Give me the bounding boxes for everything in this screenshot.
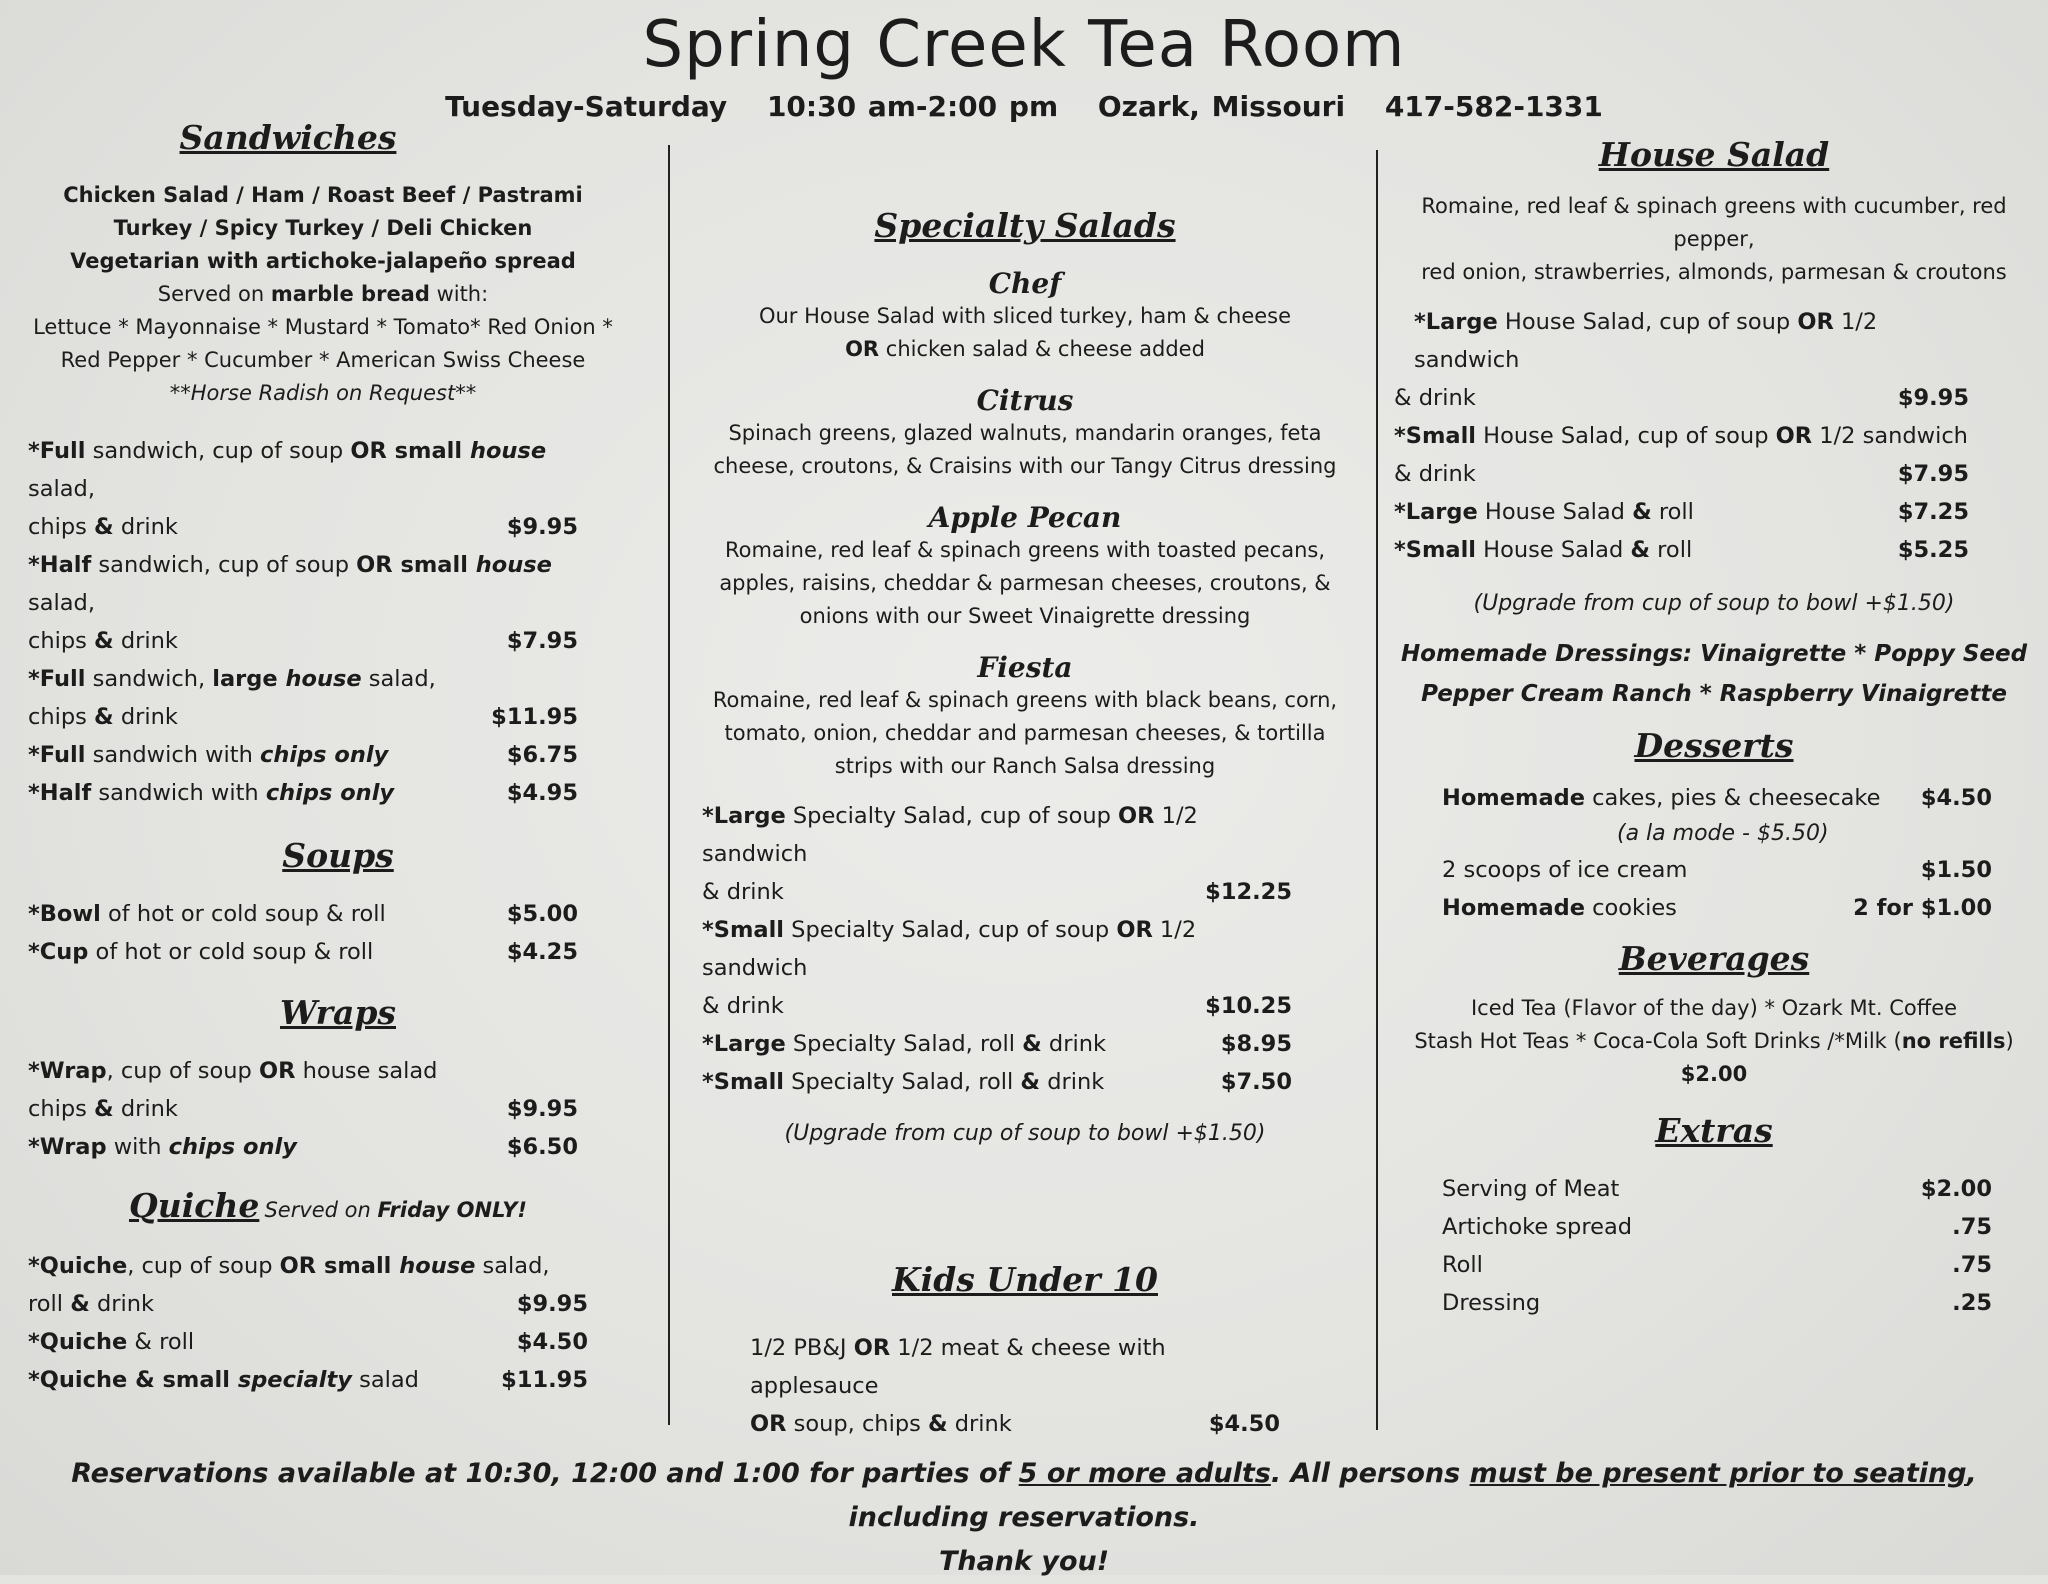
column-divider-right	[1376, 150, 1378, 1430]
dessert-items: Homemade cakes, pies & cheesecake $4.50 (a la mode - $5.50) 2 scoops of ice cream $1.50 Homemade cookies 2 for $1.00	[1442, 785, 1992, 921]
chef-desc-1: Our House Salad with sliced turkey, ham & cheese	[758, 304, 1292, 328]
list-item: Artichoke spread .75	[1442, 1214, 1992, 1240]
beverages-heading: Beverages	[1618, 939, 1810, 978]
house-items: *Large House Salad, cup of soup OR 1/2 sandwich & drink $9.95 *Small House Salad, cup of soup OR 1/2 sandwich & drink $7.95 *Large House Salad & roll $7.25 *Small House Salad & roll $5.25	[1394, 309, 1969, 563]
kids-items: 1/2 PB&J OR 1/2 meat & cheese with applesauce OR soup, chips & drink $4.50	[750, 1335, 1280, 1437]
list-item: Dressing .25	[1442, 1290, 1992, 1316]
left-column	[28, 118, 613, 1399]
dressings-2: Pepper Cream Ranch * Raspberry Vinaigrette	[1421, 681, 2007, 707]
chef-desc-2: OR chicken salad & cheese added	[845, 337, 1205, 361]
extras-items	[1394, 1170, 1992, 1322]
fiesta-desc-3: strips with our Ranch Salsa dressing	[834, 754, 1216, 778]
sandwich-item: *Full sandwich, cup of soup OR small house salad, chips & drink $9.95 *Half sandwich, cup of soup OR small house salad, chips & drink $7.95 *Full sandwich, large house salad, chips & drink $11.95 *Full sandwich with chips only $6.75 *Half sandwich with chips only $4.95	[28, 438, 578, 806]
right-column	[1394, 135, 2034, 1322]
list-item: Roll .75	[1442, 1252, 1992, 1278]
citrus-title: Citrus	[976, 384, 1074, 417]
served-on: Served on marble bread with:	[157, 282, 489, 306]
desserts-heading: Desserts	[1634, 726, 1794, 765]
list-item: Serving of Meat $2.00	[1442, 1176, 1992, 1202]
beverages-2: Stash Hot Teas * Coca-Cola Soft Drinks /*Milk (no refills)	[1414, 1029, 2014, 1053]
house-upgrade-note: (Upgrade from cup of soup to bowl +$1.50)	[1473, 591, 1955, 616]
days: Tuesday-Saturday	[445, 90, 728, 123]
toppings-2: Red Pepper * Cucumber * American Swiss Cheese	[60, 348, 586, 372]
thank-you: Thank you!	[938, 1546, 1110, 1577]
wrap-items: *Wrap, cup of soup OR house salad chips & drink $9.95 *Wrap with chips only $6.50	[28, 1058, 578, 1160]
reservations-footer: Reservations available at 10:30, 12:00 and 1:00 for parties of 5 or more adults. All persons must be present prior to seating, including reservations. Thank you!	[0, 1452, 2048, 1584]
apple-desc-3: onions with our Sweet Vinaigrette dressing	[799, 604, 1251, 628]
column-divider-left	[668, 145, 670, 1425]
specialty-items: *Large Specialty Salad, cup of soup OR 1/2 sandwich & drink $12.25 *Small Specialty Salad, cup of soup OR 1/2 sandwich & drink $10.25 *Large Specialty Salad, roll & drink $8.95 *Small Specialty Salad, roll & drink $7.50	[702, 803, 1292, 1095]
quiche-heading: Quiche	[128, 1186, 260, 1225]
house-desc-2: red onion, strawberries, almonds, parmesan & croutons	[1421, 260, 2007, 284]
sandwich-types-3: Vegetarian with artichoke-jalapeño spread	[70, 249, 576, 273]
soup-items: *Bowl of hot or cold soup & roll $5.00 *Cup of hot or cold soup & roll $4.25	[28, 901, 578, 965]
fiesta-desc-1: Romaine, red leaf & spinach greens with black beans, corn,	[712, 688, 1338, 712]
soups-heading: Soups	[282, 836, 394, 875]
specialty-salads-heading: Specialty Salads	[874, 206, 1176, 245]
quiche-note: Served on Friday ONLY!	[264, 1198, 527, 1222]
quiche-items: *Quiche, cup of soup OR small house salad, roll & drink $9.95 *Quiche & roll $4.50 *Quiche & small specialty salad $11.95	[28, 1253, 588, 1393]
house-salad-heading: House Salad	[1598, 135, 1830, 174]
apple-desc-1: Romaine, red leaf & spinach greens with toasted pecans,	[724, 538, 1326, 562]
fiesta-title: Fiesta	[977, 651, 1073, 684]
citrus-desc-2: cheese, croutons, & Craisins with our Tangy Citrus dressing	[713, 454, 1337, 478]
specialty-upgrade-note: (Upgrade from cup of soup to bowl +$1.50)	[784, 1121, 1266, 1146]
kids-heading: Kids Under 10	[892, 1260, 1158, 1299]
wraps-heading: Wraps	[280, 993, 396, 1032]
fiesta-desc-2: tomato, onion, cheddar and parmesan cheeses, & tortilla	[724, 721, 1326, 745]
sandwiches-heading: Sandwiches	[179, 118, 397, 157]
restaurant-title: Spring Creek Tea Room	[642, 8, 1406, 82]
hours: 10:30 am-2:00 pm	[766, 90, 1059, 123]
location: Ozark, Missouri	[1097, 90, 1346, 123]
horse-radish-note: **Horse Radish on Request**	[169, 381, 477, 405]
a-la-mode-note: (a la mode - $5.50)	[1617, 821, 1829, 846]
toppings-1: Lettuce * Mayonnaise * Mustard * Tomato* Red Onion *	[33, 315, 613, 339]
sandwich-types-2: Turkey / Spicy Turkey / Deli Chicken	[113, 216, 533, 240]
apple-pecan-title: Apple Pecan	[928, 501, 1122, 534]
sandwich-types-1: Chicken Salad / Ham / Roast Beef / Pastrami	[63, 183, 583, 207]
extras-heading: Extras	[1655, 1111, 1773, 1150]
house-desc-1: Romaine, red leaf & spinach greens with cucumber, red pepper,	[1421, 194, 2007, 251]
citrus-desc-1: Spinach greens, glazed walnuts, mandarin oranges, feta	[728, 421, 1322, 445]
quiche-heading-row	[28, 1186, 628, 1225]
beverages-price: $2.00	[1680, 1062, 1748, 1086]
middle-column	[700, 206, 1350, 1443]
phone: 417-582-1331	[1384, 90, 1603, 123]
beverages-1: Iced Tea (Flavor of the day) * Ozark Mt. Coffee	[1470, 996, 1958, 1020]
apple-desc-2: apples, raisins, cheddar & parmesan cheeses, croutons, &	[719, 571, 1331, 595]
chef-title: Chef	[988, 267, 1062, 300]
dressings-1: Homemade Dressings: Vinaigrette * Poppy Seed	[1400, 641, 2028, 667]
